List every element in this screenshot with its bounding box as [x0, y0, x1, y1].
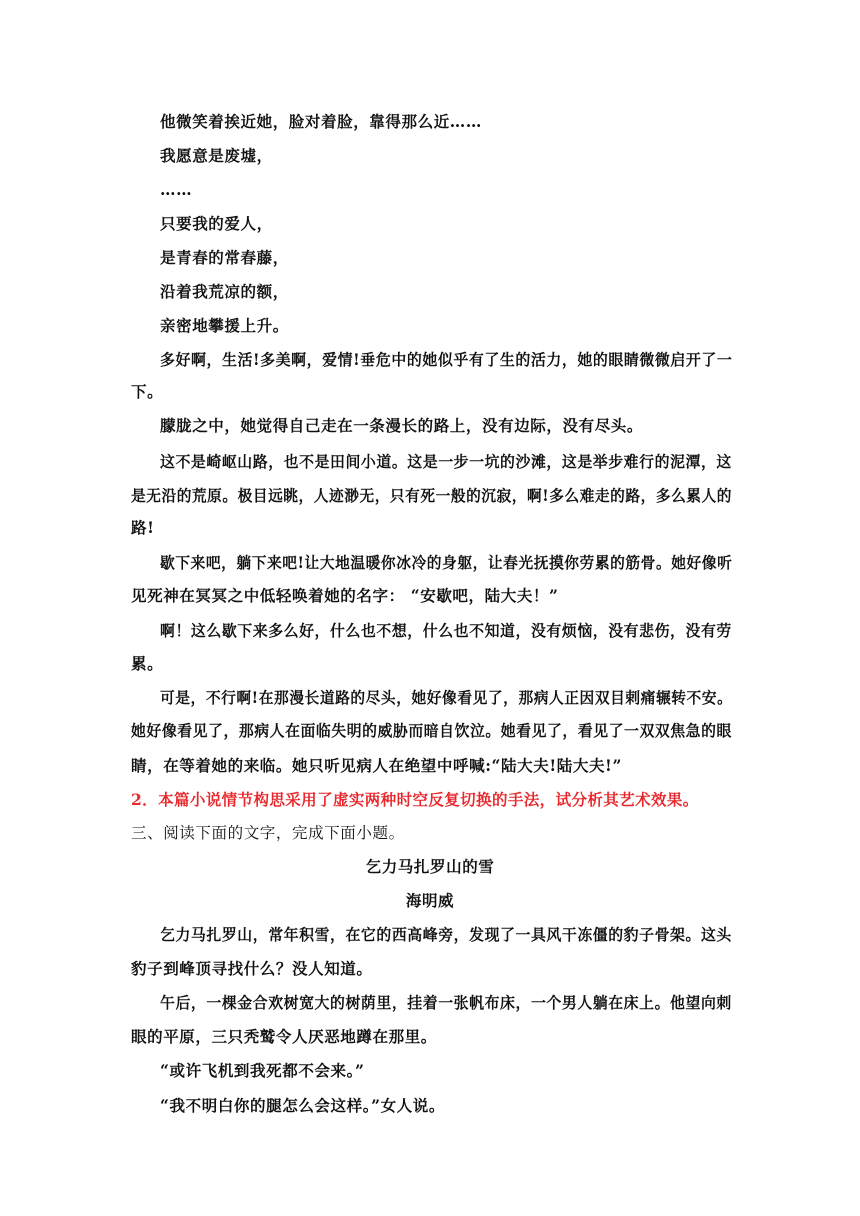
question-2: 2．本篇小说情节构思采用了虚实两种时空反复切换的手法，试分析其艺术效果。	[131, 790, 699, 809]
story2-title: 乞力马扎罗山的雪	[365, 857, 495, 876]
story1-line: 我愿意是废墟，	[160, 146, 273, 165]
story1-line: 见死神在冥冥之中低轻唤着她的名字： “安歇吧，陆大夫！”	[131, 586, 559, 605]
story1-line: 她好像看见了，那病人在面临失明的威胁而暗自饮泣。她看见了，看见了一双双焦急的眼	[131, 721, 732, 740]
story1-line: 只要我的爱人，	[160, 214, 273, 233]
story1-line: 亲密地攀援上升。	[160, 316, 289, 335]
story1-line: 睛，在等着她的来临。她只听见病人在绝望中呼喊:“陆大夫!陆大夫!”	[131, 756, 622, 775]
story1-line: 下。	[131, 382, 164, 401]
story1-line: 是青春的常春藤，	[160, 248, 289, 267]
story1-line: ……	[160, 180, 193, 199]
story2-line: 眼的平原，三只秃鹫令人厌恶地蹲在那里。	[131, 1027, 437, 1046]
story1-line: 多好啊，生活!多美啊，爱情!垂危中的她似乎有了生的活力，她的眼睛微微启开了一	[160, 350, 733, 369]
story2-line: “我不明白你的腿怎么会这样。”女人说。	[160, 1096, 445, 1115]
story1-line: 朦胧之中，她觉得自己走在一条漫长的路上，没有边际，没有尽头。	[160, 416, 644, 435]
story1-line: 路!	[131, 518, 155, 537]
story1-line: 他微笑着挨近她，脸对着脸，靠得那么近……	[160, 112, 483, 131]
story2-line: “或许飞机到我死都不会来。”	[160, 1061, 365, 1080]
story2-line: 豹子到峰顶寻找什么？没人知道。	[131, 959, 373, 978]
story2-line: 乞力马扎罗山，常年积雪，在它的西高峰旁，发现了一具风干冻僵的豹子骨架。这头	[160, 925, 732, 944]
story1-line: 沿着我荒凉的额，	[160, 282, 289, 301]
story1-line: 这不是崎岖山路，也不是田间小道。这是一步一坑的沙滩，这是举步难行的泥潭，这	[160, 452, 732, 471]
story1-line: 啊！这么歇下来多么好，什么也不想，什么也不知道，没有烦恼，没有悲伤，没有劳	[160, 621, 732, 640]
story1-line: 可是，不行啊!在那漫长道路的尽头，她好像看见了，那病人正因双目剌痛辗转不安。	[160, 688, 733, 707]
story1-line: 是无沿的荒原。极目远眺，人迹渺无，只有死一般的沉寂，啊!多么难走的路，多么累人的	[131, 486, 733, 505]
story2-line: 午后，一棵金合欢树宽大的树荫里，挂着一张帆布床，一个男人躺在床上。他望向刺	[160, 993, 732, 1012]
story1-line: 歇下来吧，躺下来吧!让大地温暖你冰冷的身躯，让春光抚摸你劳累的筋骨。她好像听	[160, 553, 733, 572]
story2-author: 海明威	[405, 891, 455, 910]
section-3-heading: 三、阅读下面的文字，完成下面小题。	[131, 824, 405, 842]
story1-line: 累。	[131, 654, 164, 673]
